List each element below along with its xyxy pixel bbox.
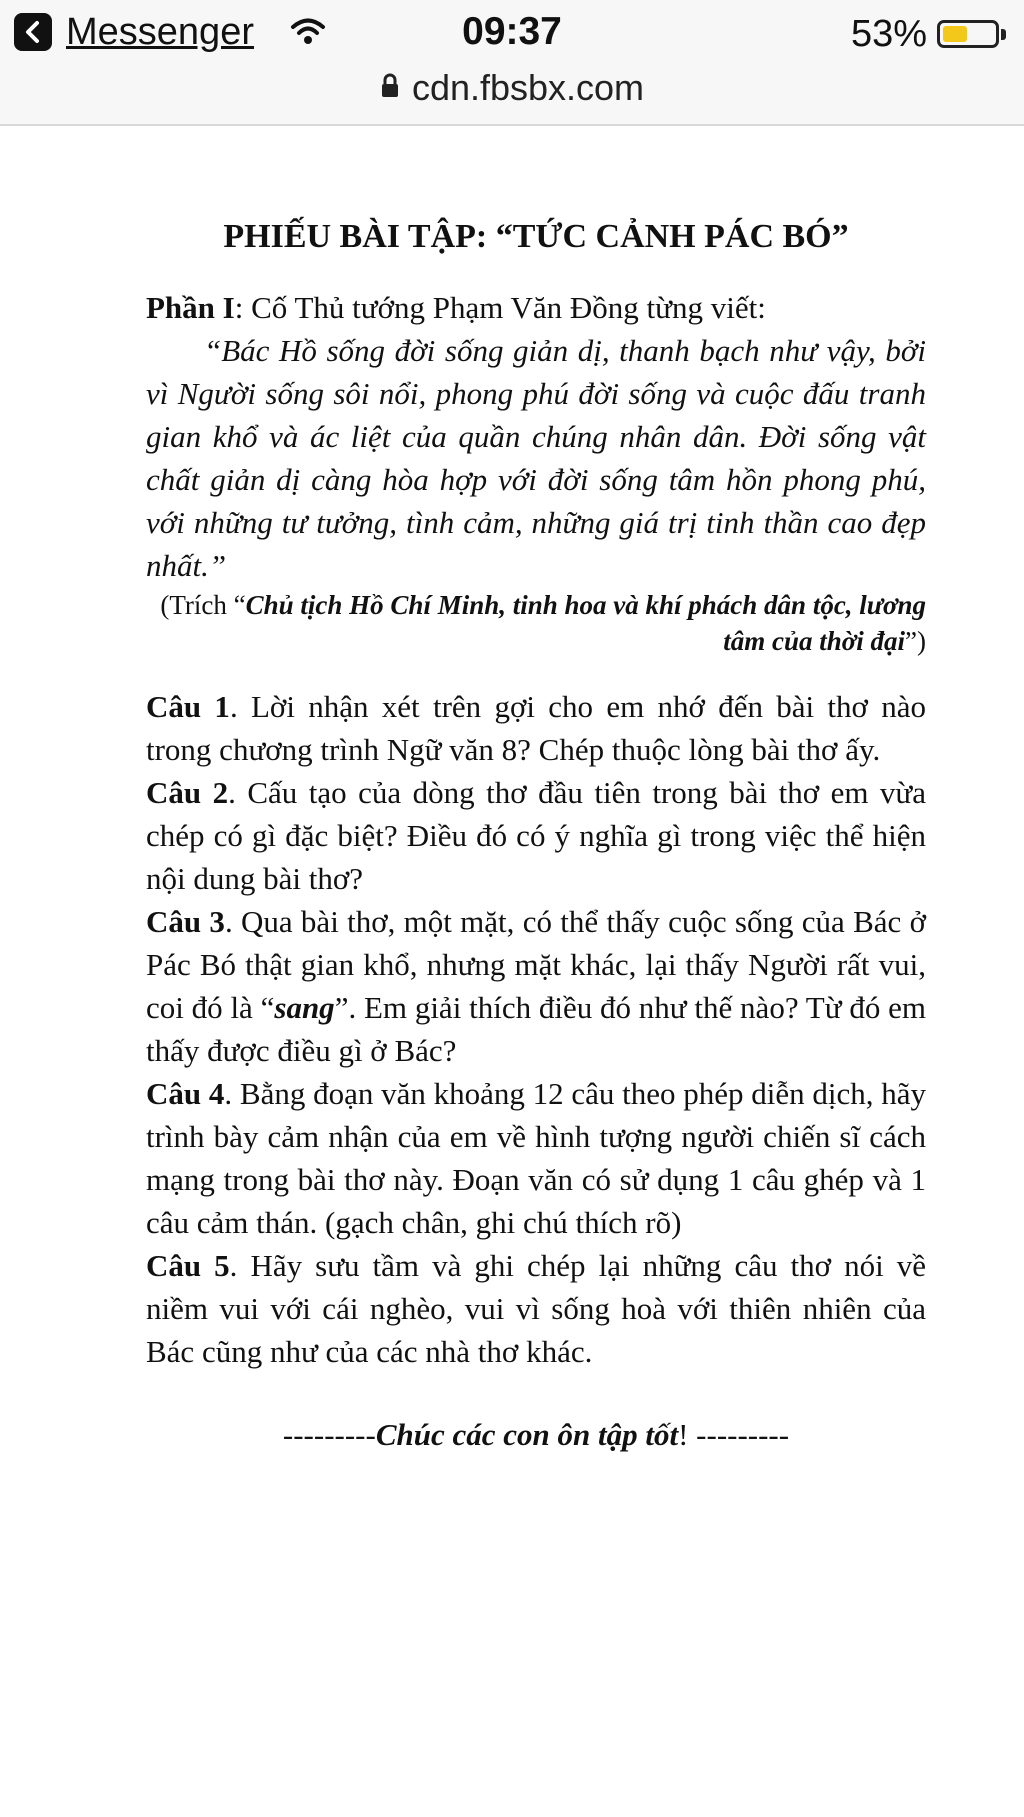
question-4-text: . Bằng đoạn văn khoảng 12 câu theo phép diễn dịch, hãy trình bày cảm nhận của em về hình tượng người chiến sĩ cách mạng trong bài thơ này. Đoạn văn có sử dụng 1 câu ghép và 1 câu cảm thán. (gạch chân, ghi chú thích rõ) (146, 1076, 927, 1240)
battery-icon (937, 20, 999, 48)
battery-fill (943, 26, 967, 42)
status-bar (0, 0, 1024, 126)
question-5-text: . Hãy sưu tầm và ghi chép lại những câu thơ nói về niềm vui với cái nghèo, vui vì sống hoà với thiên nhiên của Bác cũng như của các nhà thơ khác. (146, 1248, 926, 1369)
back-label: Messenger (66, 11, 254, 53)
question-3-label: Câu 3 (146, 904, 225, 939)
question-3-emphasis: sang (274, 990, 335, 1025)
question-4 (146, 1072, 926, 1244)
closing-suffix: ! --------- (678, 1417, 790, 1452)
quote-paragraph: “Bác Hồ sống đời sống giản dị, thanh bạch như vậy, bởi vì Người sống sôi nổi, phong phú đời sống và cuộc đấu tranh gian khổ và ác liệt của quần chúng nhân dân. Đời sống vật chất giản dị càng hòa hợp với đời sống tâm hồn phong phú, với những tư tưởng, tình cảm, những giá trị tinh thần cao đẹp nhất.” (146, 333, 926, 583)
question-1 (146, 685, 926, 771)
question-2-label: Câu 2 (146, 775, 229, 810)
question-1-label: Câu 1 (146, 689, 230, 724)
clock-time: 09:37 (462, 10, 562, 53)
source-title: Chủ tịch Hồ Chí Minh, tinh hoa và khí phách dân tộc, lương tâm của thời đại (245, 590, 926, 656)
question-5-label: Câu 5 (146, 1248, 230, 1283)
question-3-text-after: ”. Em giải thích điều đó như thế nào? Từ đó em thấy được điều gì ở Bác? (146, 990, 926, 1068)
source-suffix: ”) (905, 626, 926, 656)
questions-list (146, 685, 926, 1373)
question-2 (146, 771, 926, 900)
question-4-label: Câu 4 (146, 1076, 225, 1111)
question-1-text: . Lời nhận xét trên gợi cho em nhớ đến bài thơ nào trong chương trình Ngữ văn 8? Chép thuộc lòng bài thơ ấy. (146, 689, 926, 767)
closing-line (146, 1413, 926, 1456)
question-3-text-before: . Qua bài thơ, một mặt, có thể thấy cuộc sống của Bác ở Pác Bó thật gian khổ, nhưng mặt khác, lại thấy Người rất vui, coi đó là “ (146, 904, 926, 1025)
battery-percent: 53% (850, 13, 927, 55)
question-3 (146, 900, 926, 1072)
closing-text: Chúc các con ôn tập tốt (375, 1417, 679, 1452)
question-5 (146, 1244, 926, 1373)
source-prefix: (Trích “ (160, 590, 246, 620)
url-text: cdn.fbsbx.com (411, 67, 645, 108)
question-2-text: . Cấu tạo của dòng thơ đầu tiên trong bài thơ em vừa chép có gì đặc biệt? Điều đó có ý nghĩa gì trong việc thể hiện nội dung bài thơ? (146, 775, 926, 896)
part1-label: Phần I (146, 290, 235, 325)
address-bar[interactable] (0, 64, 1024, 112)
battery-nub (1001, 29, 1006, 40)
part1-intro-text: : Cố Thủ tướng Phạm Văn Đồng từng viết: (234, 290, 766, 325)
quote-source (146, 587, 926, 659)
part1-intro (146, 286, 926, 329)
closing-dashes-left: --------- (282, 1417, 376, 1452)
lock-icon (380, 73, 400, 104)
worksheet-title: PHIẾU BÀI TẬP: “TỨC CẢNH PÁC BÓ” (223, 218, 849, 255)
battery-indicator (851, 12, 1006, 56)
worksheet-document (146, 200, 926, 1456)
